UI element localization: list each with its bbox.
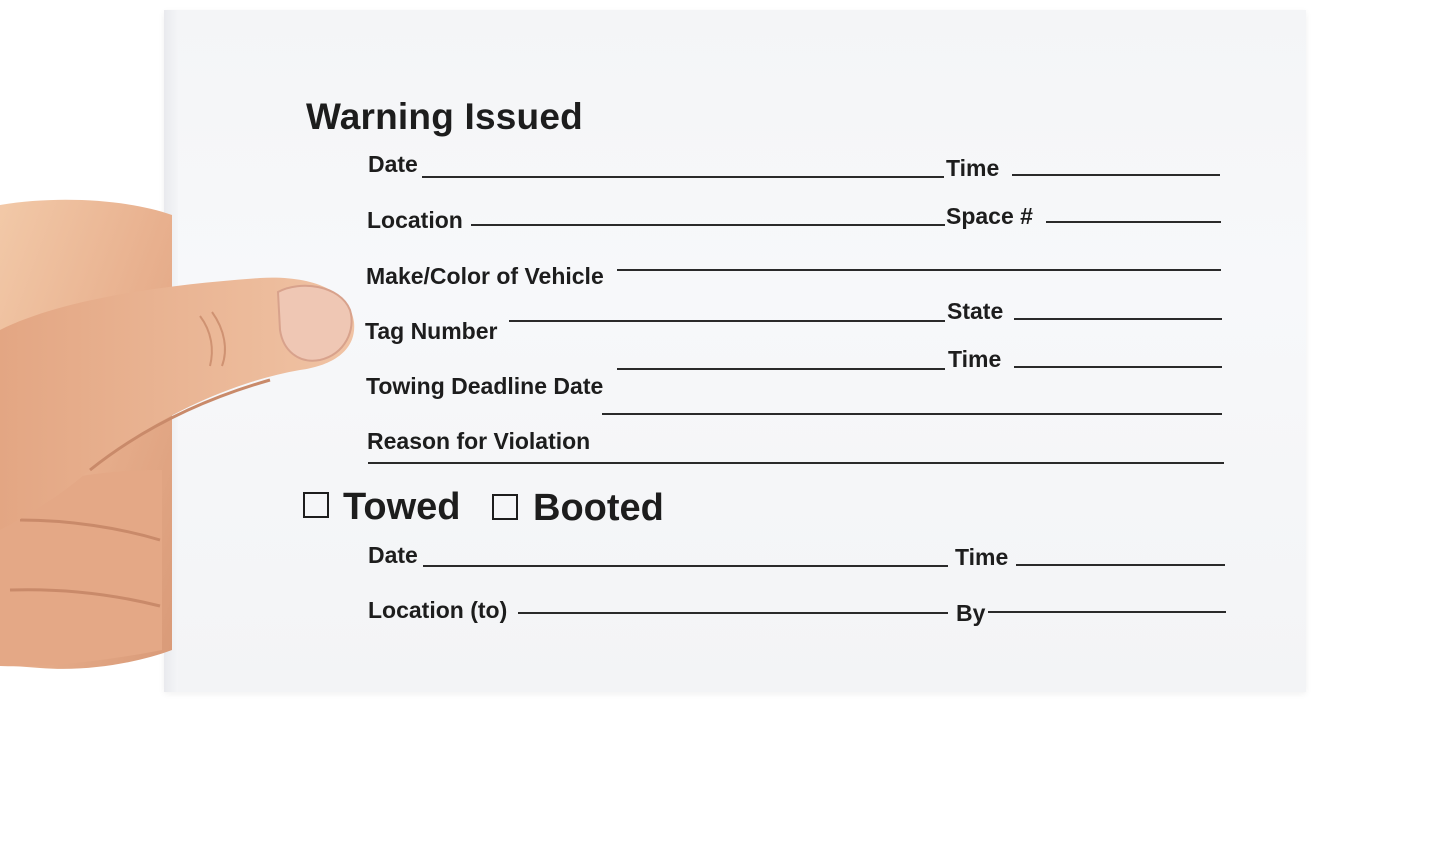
location-to-label: Location (to) [368, 597, 508, 623]
tag-number-label: Tag Number [365, 318, 498, 344]
location-label: Location [367, 207, 463, 233]
reason-label: Reason for Violation [367, 428, 591, 454]
tow-time-label: Time [955, 544, 1009, 570]
towing-time-label: Time [948, 346, 1002, 372]
space-label: Space # [946, 203, 1033, 229]
towing-deadline-label: Towing Deadline Date [366, 373, 604, 399]
booted-label: Booted [533, 487, 664, 529]
make-color-label: Make/Color of Vehicle [366, 263, 604, 289]
form-title: Warning Issued [306, 96, 583, 137]
state-label: State [947, 298, 1004, 324]
by-label: By [956, 600, 986, 626]
time-label: Time [946, 155, 1000, 181]
date-label: Date [368, 151, 418, 177]
tow-date-label: Date [368, 542, 418, 568]
towed-label: Towed [343, 486, 461, 528]
